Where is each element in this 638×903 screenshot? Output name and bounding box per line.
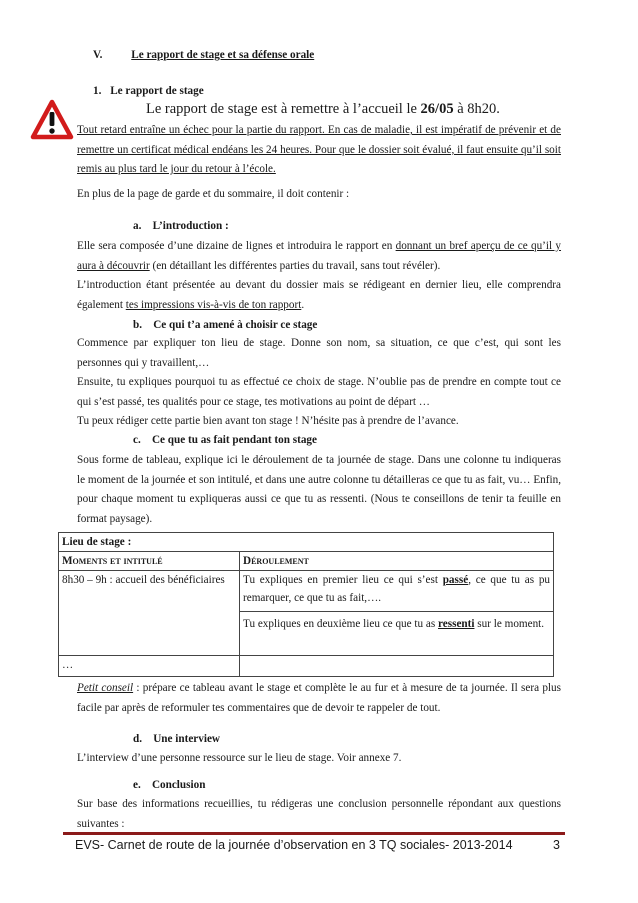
table-cell-moment: 8h30 – 9h : accueil des bénéficiaires bbox=[59, 571, 240, 656]
introduction-text bbox=[77, 237, 561, 315]
intro-line: En plus de la page de garde et du sommaire, il doit contenir : bbox=[77, 188, 350, 200]
introduction-text-2: (en détaillant les différentes parties du travail, sans tout révéler). bbox=[149, 259, 441, 272]
heading-conclusion: e. Conclusion bbox=[133, 779, 206, 791]
table-row bbox=[59, 571, 554, 612]
table-cell-text: Tu expliques en deuxième lieu ce que tu as bbox=[243, 618, 439, 630]
subsection-title-text: Le rapport de stage bbox=[110, 85, 204, 97]
table-cell-ellipsis: … bbox=[59, 656, 240, 677]
during-text: Sous forme de tableau, explique ici le déroulement de ta journée de stage. Dans une colonne tu indiqueras le moment de la journée et son intitulé, et dans une autre colonne tu détailleras ce que tu as fait, vu… Enfin, pour chaque moment tu expliqueras aussi ce que tu as ressenti. (Nous te conseillons de tenir ta feuille en format paysage). bbox=[77, 454, 561, 525]
choice-text-1: Commence par expliquer ton lieu de stage. Donne son nom, sa situation, ce que c’est, qui sont les personnes qui y travaillent,… bbox=[77, 337, 561, 369]
introduction-underlined-1: donnant un bref aperçu de ce qu’il y aura à découvrir bbox=[77, 240, 562, 272]
warning-deadline-prefix: Le rapport de stage est à remettre à l’accueil le bbox=[146, 101, 421, 117]
table-header-deroulement: Déroulement bbox=[240, 552, 554, 571]
introduction-underlined-2: tes impressions vis-à-vis de ton rapport bbox=[125, 298, 302, 311]
tip-body: : prépare ce tableau avant le stage et complète le au fur et à mesure de ta journée. Il sera plus facile par après de reformuler tes commentaires que de devoir te rappeler de tout. bbox=[77, 682, 561, 714]
table-cell-keyword: passé bbox=[442, 574, 469, 586]
tip-label: Petit conseil bbox=[77, 682, 134, 694]
section-number: V. bbox=[93, 49, 103, 61]
tip-text bbox=[77, 679, 561, 718]
introduction-text-4: . bbox=[301, 298, 305, 311]
table-header-moments: Moments et intitulé bbox=[59, 552, 240, 571]
table-cell-empty bbox=[240, 656, 554, 677]
footer-text: EVS- Carnet de route de la journée d’observation en 3 TQ sociales- 2013-2014 bbox=[75, 838, 513, 852]
table-title: Lieu de stage : bbox=[59, 533, 554, 552]
warning-deadline-date: 26/05 bbox=[420, 101, 454, 117]
conclusion-text: Sur base des informations recueillies, tu rédigeras une conclusion personnelle répondant aux questions suivantes : bbox=[77, 798, 561, 830]
table-header-row bbox=[59, 552, 554, 571]
heading-during: c. Ce que tu as fait pendant ton stage bbox=[133, 434, 317, 446]
section-title bbox=[93, 46, 314, 66]
table-cell-keyword: ressenti bbox=[438, 618, 475, 630]
table-cell-text: Tu expliques en premier lieu ce qui s’est bbox=[243, 574, 443, 586]
warning-notice: Tout retard entraîne un échec pour la partie du rapport. En cas de maladie, il est impératif de prévenir et de remettre un certificat médical endéans les 24 heures. Pour que le dossier soit évalué, il faut ensuite qu’il soit remis au plus tard le jour du retour à l’école. bbox=[77, 124, 561, 175]
table-cell-deroulement-1 bbox=[240, 571, 554, 612]
choice-text-3: Tu peux rédiger cette partie bien avant ton stage ! N’hésite pas à prendre de l’avance. bbox=[77, 415, 459, 427]
choice-text bbox=[77, 334, 561, 432]
warning-deadline-suffix: à 8h20. bbox=[453, 101, 500, 117]
introduction-text-1: Elle sera composée d’une dizaine de lignes et introduira le rapport en bbox=[77, 240, 396, 252]
subsection-number: 1. bbox=[93, 85, 102, 97]
warning-deadline bbox=[146, 99, 500, 119]
page-number: 3 bbox=[553, 838, 560, 852]
choice-text-2: Ensuite, tu expliques pourquoi tu as effectué ce choix de stage. N’oublie pas de prendre en compte tout ce qui s’est passé, tes qualités pour ce stage, tes motivations au point de départ … bbox=[77, 376, 561, 408]
footer-rule bbox=[63, 832, 565, 835]
heading-choice: b. Ce qui t’a amené à choisir ce stage bbox=[133, 319, 318, 331]
table-cell-deroulement-2 bbox=[240, 612, 554, 656]
table-title-row bbox=[59, 533, 554, 552]
table-row bbox=[59, 656, 554, 677]
table-cell-text: sur le moment. bbox=[474, 618, 545, 630]
section-title-text: Le rapport de stage et sa défense orale bbox=[131, 49, 315, 61]
schedule-table bbox=[58, 532, 554, 677]
interview-text: L’interview d’une personne ressource sur le lieu de stage. Voir annexe 7. bbox=[77, 752, 402, 764]
heading-interview: d. Une interview bbox=[133, 733, 221, 745]
heading-introduction: a. L’introduction : bbox=[133, 220, 229, 232]
introduction-text-3: L’introduction étant présentée au devant du dossier mais se rédigeant en dernier lieu, elle comprendra également bbox=[77, 279, 561, 311]
table-cell-text: , ce que tu as pu remarquer, ce que tu as fait,…. bbox=[243, 574, 551, 604]
warning-icon bbox=[30, 98, 74, 142]
